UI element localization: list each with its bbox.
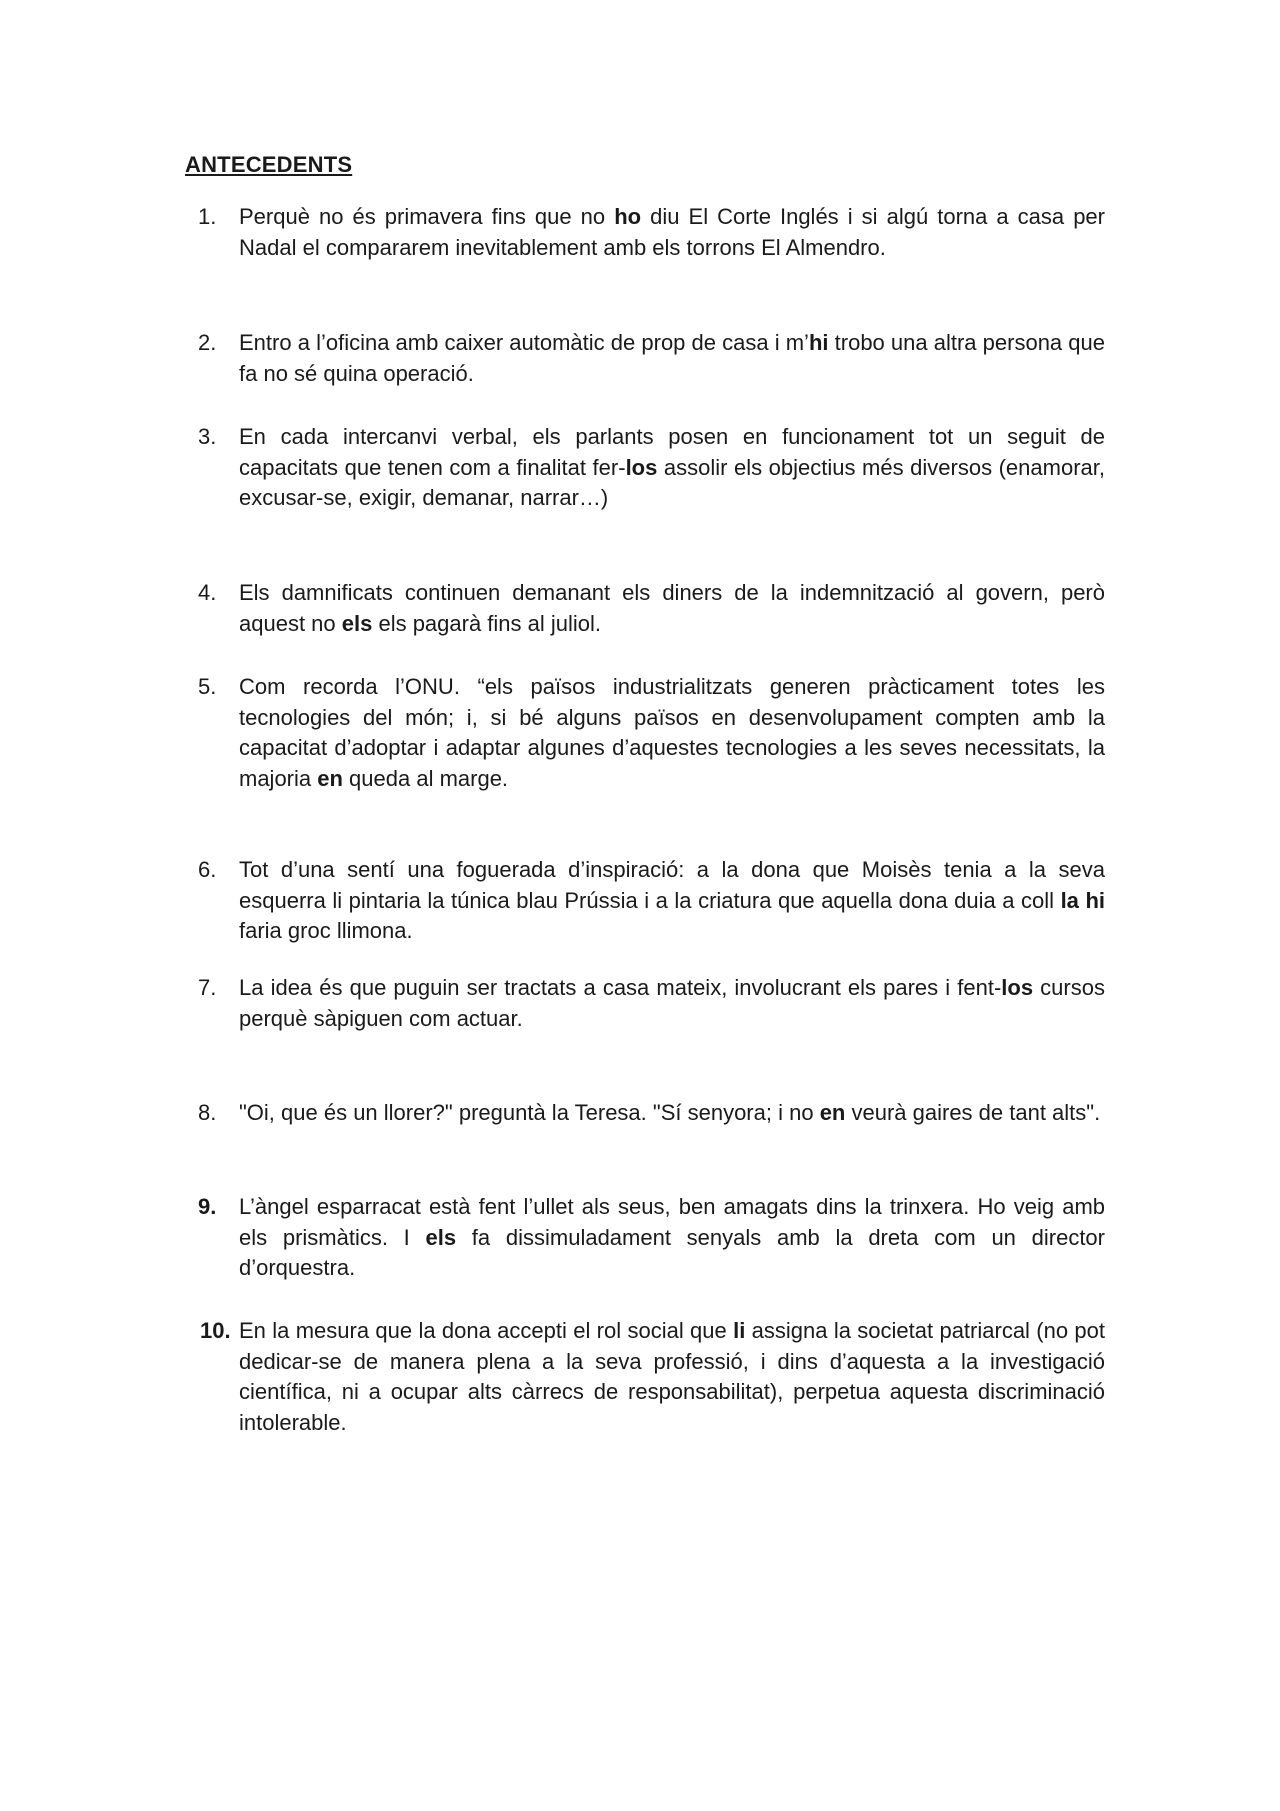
item-text: La idea és que puguin ser tractats a casa mateix, involucrant els pares i fent-los cursos perquè sàpiguen com actuar. [239,975,1105,1031]
item-number: 7. [198,975,217,1000]
list-item-9 [185,1192,1105,1284]
item-number: 2. [198,330,217,355]
item-number: 1. [198,204,217,229]
list-item-1 [185,202,1105,263]
item-text: Perquè no és primavera fins que no ho diu El Corte Inglés i si algú torna a casa per Nadal el compararem inevitablement amb els torrons El Almendro. [239,204,1105,260]
item-text: "Oi, que és un llorer?" preguntà la Teresa. "Sí senyora; i no en veurà gaires de tant alts". [239,1100,1101,1125]
list-item-5 [185,672,1105,794]
list-item-4 [185,578,1105,639]
item-text: Com recorda l’ONU. “els països industrialitzats generen pràcticament totes les tecnologies del món; i, si bé alguns països en desenvolupament compten amb la capacitat d’adoptar i adaptar algunes d’aquestes tecnologies a les seves necessitats, la majoria en queda al marge. [239,674,1105,791]
list-item-8 [185,1098,1105,1129]
item-text: En cada intercanvi verbal, els parlants posen en funcionament tot un seguit de capacitats que tenen com a finalitat fer-los assolir els objectius més diversos (enamorar, excusar-se, exigir, demanar, narrar…) [239,424,1105,510]
item-text: Tot d’una sentí una foguerada d’inspiració: a la dona que Moisès tenia a la seva esquerra li pintaria la túnica blau Prússia i a la criatura que aquella dona duia a coll la hi faria groc llimona. [239,857,1105,943]
list-item-3 [185,422,1105,514]
list-item-7 [185,973,1105,1034]
item-number: 3. [198,424,217,449]
document-heading: ANTECEDENTS [185,152,353,177]
item-text: Els damnificats continuen demanant els diners de la indemnització al govern, però aquest no els els pagarà fins al juliol. [239,580,1105,636]
item-text: En la mesura que la dona accepti el rol social que li assigna la societat patriarcal (no pot dedicar-se de manera plena a la seva professió, i dins d’aquesta a la investigació científica, ni a ocupar alts càrrecs de responsabilitat), perpetua aquesta discriminació intolerable. [239,1318,1105,1435]
item-number: 4. [198,580,217,605]
item-number: 6. [198,857,217,882]
list-item-6 [185,855,1105,947]
item-number: 5. [198,674,217,699]
item-text: L’àngel esparracat està fent l’ullet als seus, ben amagats dins la trinxera. Ho veig amb els prismàtics. I els fa dissimuladament senyals amb la dreta com un director d’orquestra. [239,1194,1105,1280]
item-number: 9. [198,1194,217,1219]
list-item-2 [185,328,1105,389]
item-text: Entro a l’oficina amb caixer automàtic de prop de casa i m’hi trobo una altra persona que fa no sé quina operació. [239,330,1105,386]
item-number: 8. [198,1100,217,1125]
list-item-10 [185,1316,1105,1438]
item-number: 10. [200,1318,231,1343]
